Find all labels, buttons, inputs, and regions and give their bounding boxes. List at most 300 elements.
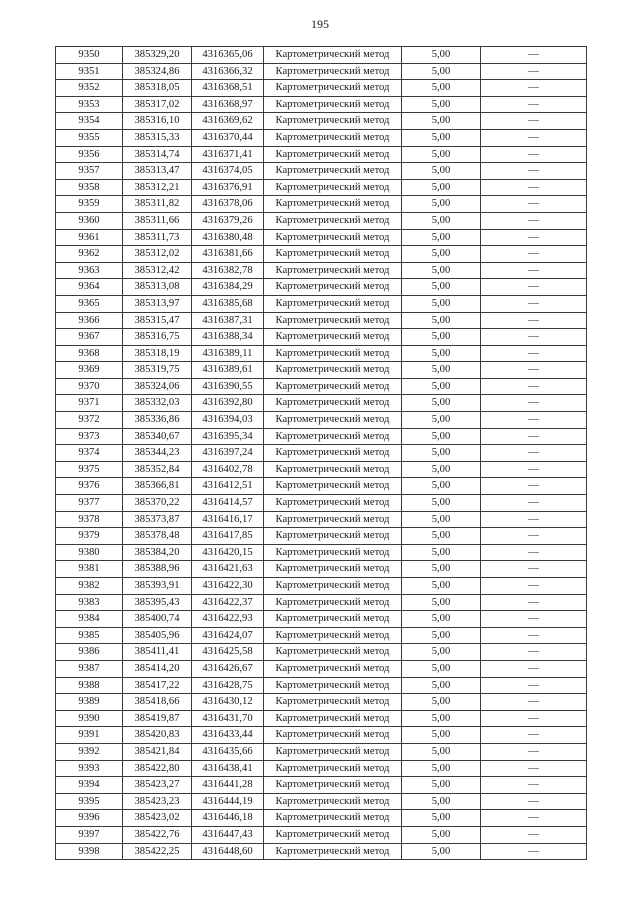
table-row <box>56 163 587 180</box>
accuracy-cell: 5,00 <box>402 395 481 412</box>
accuracy-cell: 5,00 <box>402 627 481 644</box>
coordinates-table-body <box>56 47 587 860</box>
accuracy-cell: 5,00 <box>402 329 481 346</box>
table-row <box>56 262 587 279</box>
accuracy-cell: 5,00 <box>402 163 481 180</box>
y-coordinate-cell: 4316381,66 <box>192 246 264 263</box>
method-cell: Картометрический метод <box>264 146 402 163</box>
description-cell: — <box>481 395 587 412</box>
x-coordinate-cell: 385422,80 <box>123 760 192 777</box>
accuracy-cell: 5,00 <box>402 229 481 246</box>
point-number-cell: 9393 <box>56 760 123 777</box>
accuracy-cell: 5,00 <box>402 80 481 97</box>
point-number-cell: 9376 <box>56 478 123 495</box>
description-cell: — <box>481 246 587 263</box>
y-coordinate-cell: 4316390,55 <box>192 378 264 395</box>
method-cell: Картометрический метод <box>264 694 402 711</box>
y-coordinate-cell: 4316365,06 <box>192 47 264 64</box>
table-row <box>56 777 587 794</box>
method-cell: Картометрический метод <box>264 362 402 379</box>
accuracy-cell: 5,00 <box>402 246 481 263</box>
table-row <box>56 129 587 146</box>
x-coordinate-cell: 385315,33 <box>123 129 192 146</box>
method-cell: Картометрический метод <box>264 412 402 429</box>
table-row <box>56 378 587 395</box>
description-cell: — <box>481 627 587 644</box>
table-row <box>56 627 587 644</box>
accuracy-cell: 5,00 <box>402 179 481 196</box>
table-row <box>56 47 587 64</box>
accuracy-cell: 5,00 <box>402 644 481 661</box>
table-row <box>56 312 587 329</box>
table-row <box>56 478 587 495</box>
y-coordinate-cell: 4316441,28 <box>192 777 264 794</box>
x-coordinate-cell: 385318,19 <box>123 345 192 362</box>
method-cell: Картометрический метод <box>264 478 402 495</box>
x-coordinate-cell: 385312,02 <box>123 246 192 263</box>
y-coordinate-cell: 4316422,37 <box>192 594 264 611</box>
table-row <box>56 710 587 727</box>
description-cell: — <box>481 47 587 64</box>
point-number-cell: 9351 <box>56 63 123 80</box>
table-row <box>56 694 587 711</box>
point-number-cell: 9368 <box>56 345 123 362</box>
y-coordinate-cell: 4316447,43 <box>192 826 264 843</box>
method-cell: Картометрический метод <box>264 660 402 677</box>
method-cell: Картометрический метод <box>264 611 402 628</box>
point-number-cell: 9375 <box>56 461 123 478</box>
table-row <box>56 345 587 362</box>
y-coordinate-cell: 4316389,61 <box>192 362 264 379</box>
method-cell: Картометрический метод <box>264 578 402 595</box>
point-number-cell: 9353 <box>56 96 123 113</box>
x-coordinate-cell: 385422,25 <box>123 843 192 860</box>
y-coordinate-cell: 4316422,30 <box>192 578 264 595</box>
description-cell: — <box>481 660 587 677</box>
table-row <box>56 793 587 810</box>
y-coordinate-cell: 4316425,58 <box>192 644 264 661</box>
table-row <box>56 528 587 545</box>
point-number-cell: 9396 <box>56 810 123 827</box>
description-cell: — <box>481 694 587 711</box>
method-cell: Картометрический метод <box>264 644 402 661</box>
point-number-cell: 9359 <box>56 196 123 213</box>
point-number-cell: 9366 <box>56 312 123 329</box>
point-number-cell: 9365 <box>56 295 123 312</box>
description-cell: — <box>481 826 587 843</box>
y-coordinate-cell: 4316366,32 <box>192 63 264 80</box>
description-cell: — <box>481 362 587 379</box>
accuracy-cell: 5,00 <box>402 312 481 329</box>
accuracy-cell: 5,00 <box>402 196 481 213</box>
point-number-cell: 9360 <box>56 212 123 229</box>
point-number-cell: 9356 <box>56 146 123 163</box>
table-row <box>56 279 587 296</box>
method-cell: Картометрический метод <box>264 544 402 561</box>
point-number-cell: 9378 <box>56 511 123 528</box>
point-number-cell: 9379 <box>56 528 123 545</box>
x-coordinate-cell: 385313,47 <box>123 163 192 180</box>
method-cell: Картометрический метод <box>264 511 402 528</box>
table-row <box>56 196 587 213</box>
method-cell: Картометрический метод <box>264 561 402 578</box>
accuracy-cell: 5,00 <box>402 146 481 163</box>
accuracy-cell: 5,00 <box>402 760 481 777</box>
y-coordinate-cell: 4316369,62 <box>192 113 264 130</box>
table-row <box>56 412 587 429</box>
table-row <box>56 246 587 263</box>
point-number-cell: 9386 <box>56 644 123 661</box>
method-cell: Картометрический метод <box>264 428 402 445</box>
description-cell: — <box>481 511 587 528</box>
method-cell: Картометрический метод <box>264 312 402 329</box>
point-number-cell: 9363 <box>56 262 123 279</box>
accuracy-cell: 5,00 <box>402 47 481 64</box>
y-coordinate-cell: 4316395,34 <box>192 428 264 445</box>
description-cell: — <box>481 461 587 478</box>
point-number-cell: 9357 <box>56 163 123 180</box>
description-cell: — <box>481 113 587 130</box>
table-row <box>56 594 587 611</box>
description-cell: — <box>481 196 587 213</box>
description-cell: — <box>481 810 587 827</box>
table-row <box>56 511 587 528</box>
table-row <box>56 561 587 578</box>
accuracy-cell: 5,00 <box>402 412 481 429</box>
method-cell: Картометрический метод <box>264 760 402 777</box>
method-cell: Картометрический метод <box>264 246 402 263</box>
point-number-cell: 9374 <box>56 445 123 462</box>
y-coordinate-cell: 4316412,51 <box>192 478 264 495</box>
point-number-cell: 9382 <box>56 578 123 595</box>
description-cell: — <box>481 611 587 628</box>
table-row <box>56 660 587 677</box>
accuracy-cell: 5,00 <box>402 826 481 843</box>
point-number-cell: 9372 <box>56 412 123 429</box>
y-coordinate-cell: 4316433,44 <box>192 727 264 744</box>
point-number-cell: 9387 <box>56 660 123 677</box>
x-coordinate-cell: 385316,75 <box>123 329 192 346</box>
method-cell: Картометрический метод <box>264 47 402 64</box>
y-coordinate-cell: 4316388,34 <box>192 329 264 346</box>
y-coordinate-cell: 4316426,67 <box>192 660 264 677</box>
method-cell: Картометрический метод <box>264 196 402 213</box>
table-row <box>56 395 587 412</box>
method-cell: Картометрический метод <box>264 677 402 694</box>
y-coordinate-cell: 4316420,15 <box>192 544 264 561</box>
point-number-cell: 9373 <box>56 428 123 445</box>
x-coordinate-cell: 385411,41 <box>123 644 192 661</box>
point-number-cell: 9398 <box>56 843 123 860</box>
x-coordinate-cell: 385324,06 <box>123 378 192 395</box>
point-number-cell: 9371 <box>56 395 123 412</box>
point-number-cell: 9377 <box>56 495 123 512</box>
table-row <box>56 578 587 595</box>
description-cell: — <box>481 478 587 495</box>
y-coordinate-cell: 4316422,93 <box>192 611 264 628</box>
y-coordinate-cell: 4316368,97 <box>192 96 264 113</box>
y-coordinate-cell: 4316371,41 <box>192 146 264 163</box>
accuracy-cell: 5,00 <box>402 777 481 794</box>
x-coordinate-cell: 385313,08 <box>123 279 192 296</box>
method-cell: Картометрический метод <box>264 279 402 296</box>
y-coordinate-cell: 4316428,75 <box>192 677 264 694</box>
accuracy-cell: 5,00 <box>402 478 481 495</box>
point-number-cell: 9361 <box>56 229 123 246</box>
x-coordinate-cell: 385422,76 <box>123 826 192 843</box>
x-coordinate-cell: 385316,10 <box>123 113 192 130</box>
table-row <box>56 760 587 777</box>
accuracy-cell: 5,00 <box>402 544 481 561</box>
description-cell: — <box>481 378 587 395</box>
method-cell: Картометрический метод <box>264 627 402 644</box>
table-row <box>56 113 587 130</box>
x-coordinate-cell: 385315,47 <box>123 312 192 329</box>
accuracy-cell: 5,00 <box>402 677 481 694</box>
y-coordinate-cell: 4316421,63 <box>192 561 264 578</box>
table-row <box>56 810 587 827</box>
table-row <box>56 179 587 196</box>
point-number-cell: 9391 <box>56 727 123 744</box>
table-row <box>56 329 587 346</box>
accuracy-cell: 5,00 <box>402 511 481 528</box>
accuracy-cell: 5,00 <box>402 495 481 512</box>
description-cell: — <box>481 163 587 180</box>
description-cell: — <box>481 179 587 196</box>
y-coordinate-cell: 4316438,41 <box>192 760 264 777</box>
accuracy-cell: 5,00 <box>402 694 481 711</box>
method-cell: Картометрический метод <box>264 843 402 860</box>
table-row <box>56 544 587 561</box>
table-row <box>56 445 587 462</box>
x-coordinate-cell: 385423,27 <box>123 777 192 794</box>
y-coordinate-cell: 4316378,06 <box>192 196 264 213</box>
description-cell: — <box>481 279 587 296</box>
point-number-cell: 9381 <box>56 561 123 578</box>
accuracy-cell: 5,00 <box>402 660 481 677</box>
x-coordinate-cell: 385314,74 <box>123 146 192 163</box>
method-cell: Картометрический метод <box>264 826 402 843</box>
y-coordinate-cell: 4316387,31 <box>192 312 264 329</box>
method-cell: Картометрический метод <box>264 710 402 727</box>
description-cell: — <box>481 594 587 611</box>
y-coordinate-cell: 4316392,80 <box>192 395 264 412</box>
table-row <box>56 843 587 860</box>
accuracy-cell: 5,00 <box>402 461 481 478</box>
y-coordinate-cell: 4316416,17 <box>192 511 264 528</box>
x-coordinate-cell: 385420,83 <box>123 727 192 744</box>
y-coordinate-cell: 4316370,44 <box>192 129 264 146</box>
y-coordinate-cell: 4316379,26 <box>192 212 264 229</box>
y-coordinate-cell: 4316389,11 <box>192 345 264 362</box>
table-row <box>56 212 587 229</box>
x-coordinate-cell: 385317,02 <box>123 96 192 113</box>
x-coordinate-cell: 385336,86 <box>123 412 192 429</box>
x-coordinate-cell: 385421,84 <box>123 743 192 760</box>
description-cell: — <box>481 312 587 329</box>
x-coordinate-cell: 385370,22 <box>123 495 192 512</box>
table-row <box>56 743 587 760</box>
point-number-cell: 9362 <box>56 246 123 263</box>
method-cell: Картометрический метод <box>264 743 402 760</box>
table-row <box>56 146 587 163</box>
y-coordinate-cell: 4316444,19 <box>192 793 264 810</box>
table-row <box>56 461 587 478</box>
accuracy-cell: 5,00 <box>402 279 481 296</box>
y-coordinate-cell: 4316385,68 <box>192 295 264 312</box>
x-coordinate-cell: 385400,74 <box>123 611 192 628</box>
method-cell: Картометрический метод <box>264 727 402 744</box>
method-cell: Картометрический метод <box>264 345 402 362</box>
x-coordinate-cell: 385373,87 <box>123 511 192 528</box>
accuracy-cell: 5,00 <box>402 262 481 279</box>
x-coordinate-cell: 385312,21 <box>123 179 192 196</box>
description-cell: — <box>481 129 587 146</box>
y-coordinate-cell: 4316430,12 <box>192 694 264 711</box>
y-coordinate-cell: 4316448,60 <box>192 843 264 860</box>
accuracy-cell: 5,00 <box>402 129 481 146</box>
point-number-cell: 9390 <box>56 710 123 727</box>
point-number-cell: 9364 <box>56 279 123 296</box>
accuracy-cell: 5,00 <box>402 445 481 462</box>
description-cell: — <box>481 229 587 246</box>
x-coordinate-cell: 385405,96 <box>123 627 192 644</box>
point-number-cell: 9384 <box>56 611 123 628</box>
method-cell: Картометрический метод <box>264 163 402 180</box>
description-cell: — <box>481 743 587 760</box>
description-cell: — <box>481 63 587 80</box>
accuracy-cell: 5,00 <box>402 428 481 445</box>
method-cell: Картометрический метод <box>264 212 402 229</box>
coordinates-table <box>55 46 587 860</box>
description-cell: — <box>481 295 587 312</box>
x-coordinate-cell: 385423,23 <box>123 793 192 810</box>
description-cell: — <box>481 329 587 346</box>
y-coordinate-cell: 4316376,91 <box>192 179 264 196</box>
x-coordinate-cell: 385318,05 <box>123 80 192 97</box>
description-cell: — <box>481 561 587 578</box>
point-number-cell: 9389 <box>56 694 123 711</box>
table-row <box>56 80 587 97</box>
point-number-cell: 9352 <box>56 80 123 97</box>
table-row <box>56 295 587 312</box>
accuracy-cell: 5,00 <box>402 561 481 578</box>
description-cell: — <box>481 412 587 429</box>
description-cell: — <box>481 146 587 163</box>
description-cell: — <box>481 578 587 595</box>
table-row <box>56 611 587 628</box>
description-cell: — <box>481 710 587 727</box>
accuracy-cell: 5,00 <box>402 362 481 379</box>
table-row <box>56 96 587 113</box>
accuracy-cell: 5,00 <box>402 96 481 113</box>
point-number-cell: 9380 <box>56 544 123 561</box>
point-number-cell: 9388 <box>56 677 123 694</box>
point-number-cell: 9354 <box>56 113 123 130</box>
x-coordinate-cell: 385378,48 <box>123 528 192 545</box>
point-number-cell: 9355 <box>56 129 123 146</box>
x-coordinate-cell: 385332,03 <box>123 395 192 412</box>
method-cell: Картометрический метод <box>264 495 402 512</box>
method-cell: Картометрический метод <box>264 594 402 611</box>
description-cell: — <box>481 528 587 545</box>
method-cell: Картометрический метод <box>264 262 402 279</box>
accuracy-cell: 5,00 <box>402 578 481 595</box>
y-coordinate-cell: 4316435,66 <box>192 743 264 760</box>
accuracy-cell: 5,00 <box>402 212 481 229</box>
x-coordinate-cell: 385419,87 <box>123 710 192 727</box>
point-number-cell: 9395 <box>56 793 123 810</box>
x-coordinate-cell: 385384,20 <box>123 544 192 561</box>
method-cell: Картометрический метод <box>264 129 402 146</box>
point-number-cell: 9394 <box>56 777 123 794</box>
x-coordinate-cell: 385366,81 <box>123 478 192 495</box>
point-number-cell: 9383 <box>56 594 123 611</box>
y-coordinate-cell: 4316397,24 <box>192 445 264 462</box>
description-cell: — <box>481 644 587 661</box>
description-cell: — <box>481 544 587 561</box>
y-coordinate-cell: 4316424,07 <box>192 627 264 644</box>
method-cell: Картометрический метод <box>264 810 402 827</box>
method-cell: Картометрический метод <box>264 777 402 794</box>
x-coordinate-cell: 385311,82 <box>123 196 192 213</box>
x-coordinate-cell: 385340,67 <box>123 428 192 445</box>
y-coordinate-cell: 4316431,70 <box>192 710 264 727</box>
method-cell: Картометрический метод <box>264 80 402 97</box>
table-row <box>56 428 587 445</box>
x-coordinate-cell: 385313,97 <box>123 295 192 312</box>
x-coordinate-cell: 385311,66 <box>123 212 192 229</box>
accuracy-cell: 5,00 <box>402 810 481 827</box>
y-coordinate-cell: 4316394,03 <box>192 412 264 429</box>
table-row <box>56 495 587 512</box>
accuracy-cell: 5,00 <box>402 710 481 727</box>
description-cell: — <box>481 677 587 694</box>
x-coordinate-cell: 385393,91 <box>123 578 192 595</box>
method-cell: Картометрический метод <box>264 528 402 545</box>
x-coordinate-cell: 385344,23 <box>123 445 192 462</box>
x-coordinate-cell: 385319,75 <box>123 362 192 379</box>
description-cell: — <box>481 80 587 97</box>
accuracy-cell: 5,00 <box>402 743 481 760</box>
y-coordinate-cell: 4316368,51 <box>192 80 264 97</box>
table-row <box>56 362 587 379</box>
x-coordinate-cell: 385417,22 <box>123 677 192 694</box>
method-cell: Картометрический метод <box>264 63 402 80</box>
table-row <box>56 826 587 843</box>
point-number-cell: 9358 <box>56 179 123 196</box>
accuracy-cell: 5,00 <box>402 528 481 545</box>
x-coordinate-cell: 385423,02 <box>123 810 192 827</box>
point-number-cell: 9350 <box>56 47 123 64</box>
table-row <box>56 63 587 80</box>
accuracy-cell: 5,00 <box>402 295 481 312</box>
description-cell: — <box>481 727 587 744</box>
description-cell: — <box>481 445 587 462</box>
point-number-cell: 9392 <box>56 743 123 760</box>
accuracy-cell: 5,00 <box>402 113 481 130</box>
table-row <box>56 677 587 694</box>
y-coordinate-cell: 4316414,57 <box>192 495 264 512</box>
description-cell: — <box>481 262 587 279</box>
x-coordinate-cell: 385311,73 <box>123 229 192 246</box>
method-cell: Картометрический метод <box>264 96 402 113</box>
accuracy-cell: 5,00 <box>402 345 481 362</box>
method-cell: Картометрический метод <box>264 229 402 246</box>
y-coordinate-cell: 4316384,29 <box>192 279 264 296</box>
point-number-cell: 9397 <box>56 826 123 843</box>
description-cell: — <box>481 495 587 512</box>
